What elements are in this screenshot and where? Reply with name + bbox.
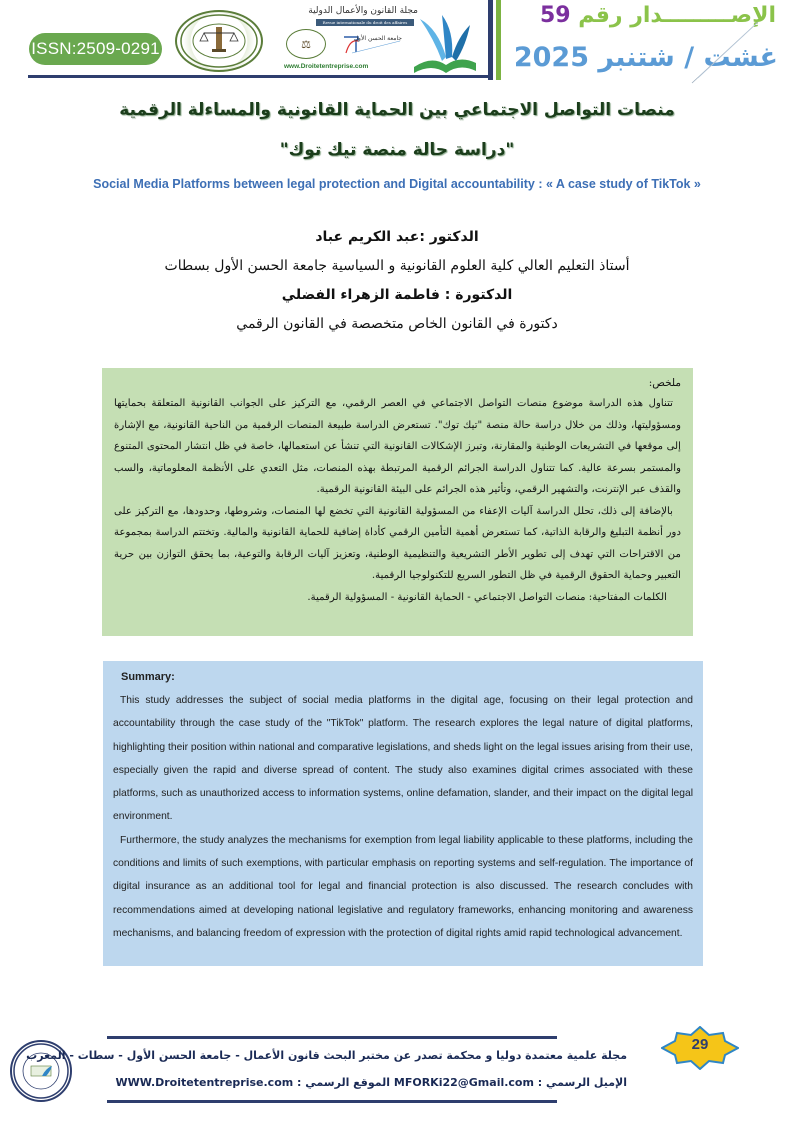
- author-2-affiliation: دكتورة في القانون الخاص متخصصة في القانون الرقمي: [236, 316, 558, 332]
- header-divider: [28, 75, 493, 78]
- article-subtitle-arabic: "دراسة حالة منصة تيك توك": [279, 140, 515, 160]
- issue-number: 59: [539, 3, 571, 28]
- author-1-affiliation: أستاذ التعليم العالي كلية العلوم القانونية و السياسية جامعة الحسن الأول بسطات: [164, 258, 630, 274]
- issn-badge: ISSN:2509-0291: [29, 33, 162, 65]
- journal-logo: [282, 3, 480, 71]
- footer-contact-info: الإميل الرسمي : MFORKi22@Gmail.com الموقع الرسمي : WWW.Droitetentreprise.com: [115, 1076, 627, 1089]
- article-title-english: Social Media Platforms between legal protection and Digital accountability : « A case study of TikTok »: [93, 177, 701, 191]
- header-vertical-bar-green: [496, 0, 501, 80]
- journal-logo-title: مجلة القانون والأعمال الدولية: [308, 6, 418, 16]
- decorative-slash: [690, 20, 760, 85]
- footer-journal-info: مجلة علمية معتمدة دوليا و محكمة تصدر عن مختبر البحث قانون الأعمال - جامعة الحسن الأول - سطات - المغرب: [26, 1049, 627, 1062]
- abstract-arabic-keywords: الكلمات المفتاحية: منصات التواصل الاجتماعي - الحماية القانونية - المسؤولية الرقمية.: [307, 591, 667, 603]
- abstract-english-paragraph: This study addresses the subject of social media platforms in the digital age, focusing on their legal protection and accountability through the case study of the "TikTok" platform. The research explores the legal nature of digital platforms, highlighting their position within national and comparative legislations, and sheds light on the legal issues arising from their use, especially given the rapid and diverse spread of content. The study also examines digital crimes associated with these platforms, such as unauthorized access to information systems, online defamation, slander, and their impact on the digital legal environment.: [113, 695, 693, 823]
- journal-logo-seal-icon: ⚖: [286, 29, 326, 59]
- page-number: 29: [691, 1036, 709, 1053]
- author-1-name: الدكتور :عبد الكريم عباد: [315, 229, 479, 245]
- university-name: جامعة الحسن الأول: [353, 35, 402, 42]
- abstract-arabic-box: [102, 368, 693, 636]
- abstract-arabic-paragraph: تتناول هذه الدراسة موضوع منصات التواصل الاجتماعي في العصر الرقمي، مع التركيز على الجوانب القانونية المتعلقة بحمايتها ومسؤوليتها، وذلك من خلال دراسة حالة منصة "تيك توك". تستعرض الدراسة طبيعة المنصات الرقمية من الناحية القانونية، مع الإشارة إلى موقعها في التشريعات الوطنية والمقارنة، وتبرز الإشكالات القانونية التي تنشأ عن استعمالها، خاصة في ظل انتشار المحتوى المتنوع والمستمر بسرعة عالية. كما تتناول الدراسة الجرائم الرقمية المرتبطة بهذه المنصات، مثل التعدي على الأنظمة المعلوماتية، والسب والقذف عبر الإنترنت، والتشهير الرقمي، وتأثير هذه الجرائم على البيئة القانونية الرقمية.: [114, 398, 681, 495]
- header-vertical-bar-navy: [488, 0, 493, 80]
- scales-of-justice-icon: [179, 13, 259, 69]
- footer-divider-bottom: [107, 1100, 557, 1103]
- article-title-arabic: منصات التواصل الاجتماعي بين الحماية القانونية والمساءلة الرقمية: [119, 100, 675, 120]
- abstract-arabic-heading: ملخص:: [648, 377, 681, 389]
- open-book-icon: [412, 11, 478, 73]
- university-logo: [342, 31, 402, 53]
- footer-divider-top: [107, 1036, 557, 1039]
- abstract-english-paragraph: Furthermore, the study analyzes the mechanisms for exemption from legal liability applicable to these platforms, including the conditions and limits of such exemptions, with particular emphasis on reporting systems and self-regulation. The importance of digital insurance as an additional tool for legal and financial protection is also discussed. The research concludes with recommendations aimed at developing national legislative and regulatory frameworks, enhancing monitoring and awareness mechanisms, and balancing freedom of expression with the protection of digital rights amid rapid technological advancement.: [113, 834, 693, 939]
- journal-logo-url: www.Droitetentreprise.com: [284, 63, 369, 70]
- abstract-english-heading: Summary:: [121, 671, 175, 683]
- issue-date: غشت / شتنبر 2025: [513, 42, 778, 73]
- research-lab-seal-logo: [175, 10, 263, 72]
- abstract-english-box: [103, 661, 703, 966]
- issue-label: الإصـــــــــدار رقم: [578, 3, 776, 28]
- abstract-arabic-paragraph: بالإضافة إلى ذلك، تحلل الدراسة آليات الإعفاء من المسؤولية القانونية التي تخضع لها المنصات، وشروطها، وحدودها، مع التركيز على دور أنظمة التبليغ والرقابة الذاتية، كما تستعرض أهمية التأمين الرقمي كأداة إضافية للحماية القانونية والمالية. وتختتم الدراسة بمجموعة من الاقتراحات التي تهدف إلى تطوير الأطر التشريعية والتنظيمية الوطنية، وتعزيز آليات الرقابة والتوعية، بما يحقق التوازن بين حرية التعبير وحماية الحقوق الرقمية في ظل التطور السريع للتكنولوجيا الرقمية.: [114, 505, 681, 581]
- author-2-name: الدكتورة : فاطمة الزهراء الفضلي: [281, 287, 513, 303]
- journal-logo-band: Revue internationale du droit des affaires: [316, 19, 414, 26]
